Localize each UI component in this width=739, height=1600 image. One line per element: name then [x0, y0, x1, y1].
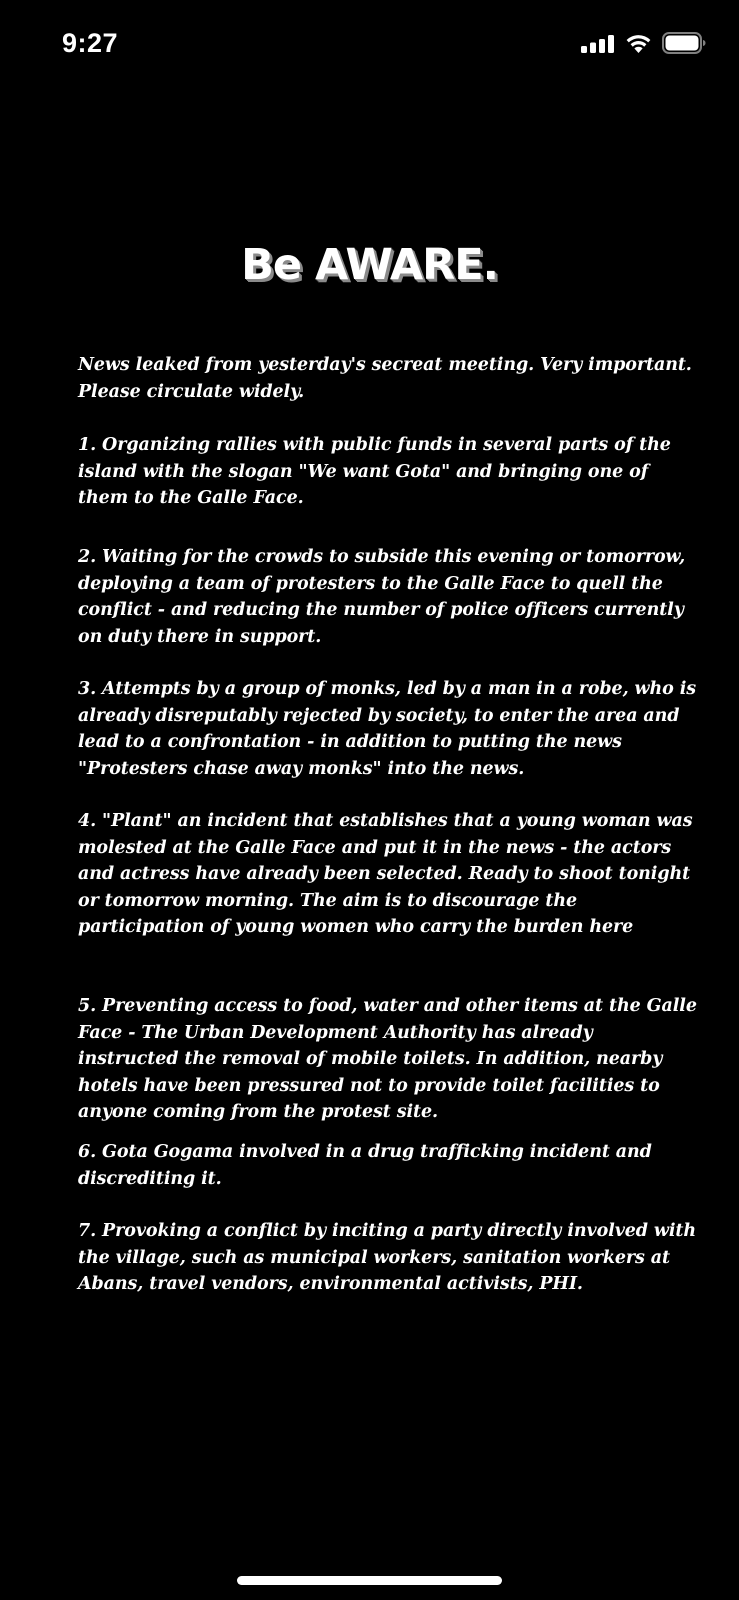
list-item: 3. Attempts by a group of monks, led by a man in a robe, who is already disreputably rejected by society, to enter the area and lead to a confrontation - in addition to putting the news "Protesters chase away monks" into the news.: [78, 679, 697, 779]
list-item: 2. Waiting for the crowds to subside this evening or tomorrow, deploying a team of protesters to the Galle Face to quell the conflict - and reducing the number of police officers currently on duty there in support.: [78, 547, 686, 647]
list-item: 1. Organizing rallies with public funds in several parts of the island with the slogan "We want Gota" and bringing one of them to the Galle Face.: [78, 435, 671, 508]
list-item: 6. Gota Gogama involved in a drug trafficking incident and discrediting it.: [78, 1142, 652, 1189]
list-item: 4. "Plant" an incident that establishes that a young woman was molested at the Galle Face and put it in the news - the actors and actress have already been selected. Ready to shoot tonight or tomorrow morning. The aim is to discourage the participation of young women who carry the burden here: [78, 811, 693, 937]
list-item: 7. Provoking a conflict by inciting a party directly involved with the village, such as municipal workers, sanitation workers at Abans, travel vendors, environmental activists, PHI.: [78, 1221, 697, 1294]
home-indicator[interactable]: [237, 1576, 502, 1585]
post-intro: News leaked from yesterday's secreat meeting. Very important. Please circulate widely.: [78, 355, 692, 402]
post-headline: Be AWARE.: [241, 240, 498, 290]
list-item: 5. Preventing access to food, water and other items at the Galle Face - The Urban Development Authority has already instructed the removal of mobile toilets. In addition, nearby hotels have been pressured not to provide toilet facilities to anyone coming from the protest site.: [78, 996, 697, 1122]
status-time: 9:27: [62, 28, 119, 58]
